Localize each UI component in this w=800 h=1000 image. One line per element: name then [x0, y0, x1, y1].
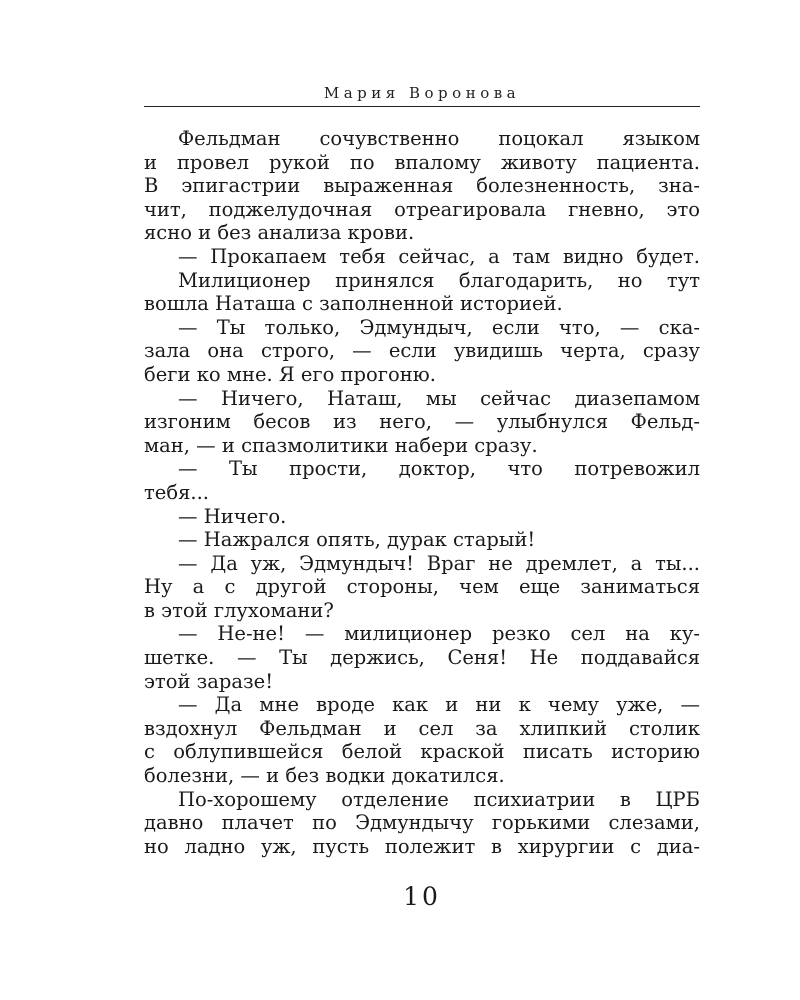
- text-line: шетке. — Ты держись, Сеня! Не поддавайся: [144, 646, 700, 670]
- text-line: — Ничего.: [178, 504, 287, 528]
- text-line: — Не-не! — милиционер резко сел на ку-: [178, 622, 700, 646]
- body-text: [144, 127, 700, 858]
- text-line: ман, — и спазмолитики набери сразу.: [144, 433, 538, 457]
- text-line: изгоним бесов из него, — улыбнулся Фельд-: [144, 410, 700, 434]
- text-line: этой заразе!: [144, 669, 274, 693]
- text-line: вошла Наташа с заполненной историей.: [144, 292, 563, 316]
- text-line: Фельдман сочувственно поцокал языком: [178, 127, 700, 150]
- text-line: давно плачет по Эдмундычу горькими слезами,: [144, 811, 700, 835]
- text-line: чит, поджелудочная отреагировала гневно, это: [144, 197, 700, 221]
- text-line: болезни, — и без водки докатился.: [144, 764, 505, 788]
- text-line: — Ты прости, доктор, что потревожил: [178, 457, 700, 481]
- text-line: с облупившейся белой краской писать историю: [144, 740, 700, 764]
- header-rule: [144, 106, 700, 107]
- text-line: беги ко мне. Я его прогоню.: [144, 362, 436, 386]
- text-line: — Ты только, Эдмундыч, если что, — ска-: [178, 315, 700, 339]
- page-number: 10: [403, 882, 441, 911]
- text-line: ясно и без анализа крови.: [144, 221, 415, 245]
- text-line: тебя...: [144, 480, 209, 504]
- text-line: вздохнул Фельдман и сел за хлипкий столик: [144, 716, 700, 740]
- text-line: — Ничего, Наташ, мы сейчас диазепамом: [178, 386, 700, 410]
- text-line: но ладно уж, пусть полежит в хирургии с диа-: [144, 834, 700, 858]
- text-line: в этой глухомани?: [144, 598, 334, 622]
- running-header: Мария Воронова: [323, 84, 521, 102]
- text-line: — Да мне вроде как и ни к чему уже, —: [178, 693, 700, 717]
- text-line: Милиционер принялся благодарить, но тут: [178, 268, 700, 292]
- text-line: — Да уж, Эдмундыч! Враг не дремлет, а ты...: [178, 551, 700, 575]
- text-line: и провел рукой по впалому животу пациента.: [144, 150, 700, 174]
- text-line: В эпигастрии выраженная болезненность, зна-: [144, 174, 700, 198]
- text-line: По-хорошему отделение психиатрии в ЦРБ: [178, 787, 700, 811]
- text-line: — Прокапаем тебя сейчас, а там видно будет.: [178, 244, 700, 268]
- text-line: — Нажрался опять, дурак старый!: [178, 528, 536, 552]
- text-line: зала она строго, — если увидишь черта, сразу: [144, 339, 700, 363]
- text-line: Ну а с другой стороны, чем еще заниматься: [144, 575, 700, 599]
